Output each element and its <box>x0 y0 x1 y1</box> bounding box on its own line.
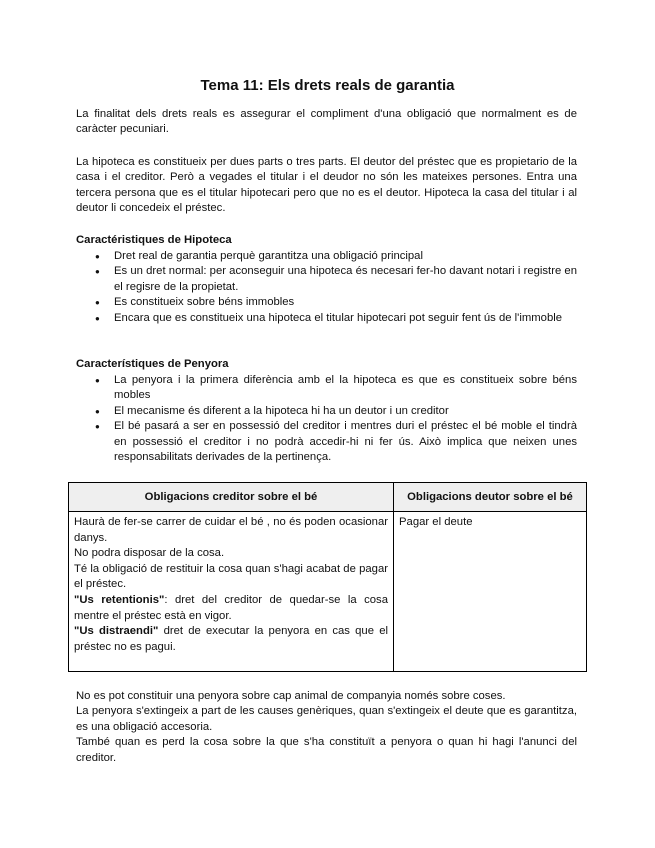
list-item: ● Encara que es constitueix una hipoteca el titular hipotecari pot seguir fent ús de l'immoble <box>76 311 577 326</box>
penyora-heading: Característiques de Penyora <box>76 358 229 370</box>
obligations-table <box>68 482 587 672</box>
penyora-list <box>76 373 577 465</box>
footer-notes <box>76 689 577 766</box>
table-header-row <box>69 483 587 512</box>
hipoteca-heading: Caractéristiques de Hipoteca <box>76 234 232 246</box>
footer-paragraph: No es pot constituir una penyora sobre cap animal de companyia només sobre coses. <box>76 690 506 702</box>
list-item: ● El mecanisme és diferent a la hipoteca hi ha un deutor i un creditor <box>76 404 577 419</box>
list-item: ● La penyora i la primera diferència amb el la hipoteca es que es constitueix sobre béns mobles <box>76 373 577 404</box>
footer-paragraph: La penyora s'extingeix a part de les causes genèriques, quan s'extingeix el deute que es garantitza, es una obligació accesoria. <box>76 705 577 733</box>
page-title: Tema 11: Els drets reals de garantia <box>200 77 455 94</box>
creditor-line: Haurà de fer-se carrer de cuidar el bé , no és poden ocasionar danys. <box>74 516 388 544</box>
term-us-distraendi: "Us distraendi" <box>74 625 159 638</box>
intro-paragraph: La finalitat dels drets reals es assegurar el compliment d'una obligació que normalment es de caràcter pecuniari. <box>76 108 577 136</box>
creditor-term-line <box>74 593 388 624</box>
hipoteca-list <box>76 249 577 326</box>
hipoteca-paragraph: La hipoteca es constitueix per dues parts o tres parts. El deutor del préstec que es propietario de la casa i el creditor. Però a vegades el titular i el deudor no són les mateixes persones. Entra una tercera persona que es el titular hipotecari pero que no es el deutor. Hipoteca la casa del titular i al deutor li concedeix el préstec. <box>76 156 577 215</box>
term-us-retentionis: "Us retentionis" <box>74 593 165 606</box>
creditor-column-header: Obligacions creditor sobre el bé <box>69 483 394 512</box>
creditor-line: No podra disposar de la cosa. <box>74 547 225 560</box>
deutor-obligations-cell: Pagar el deute <box>394 512 587 672</box>
creditor-obligations-cell <box>69 512 394 672</box>
footer-paragraph: També quan es perd la cosa sobre la que s'ha constituït a penyora o quan hi hagi l'anunci del creditor. <box>76 736 577 764</box>
deutor-column-header: Obligacions deutor sobre el bé <box>394 483 587 512</box>
table-row <box>69 512 587 672</box>
list-item: ● Dret real de garantia perquè garantitza una obligació principal <box>76 249 577 264</box>
creditor-line: Té la obligació de restituir la cosa quan s'hagi acabat de pagar el préstec. <box>74 562 388 591</box>
list-item: ● Es constitueix sobre béns immobles <box>76 295 577 310</box>
creditor-term-line <box>74 624 388 655</box>
list-item: ● El bé pasará a ser en possessió del creditor i mentres duri el préstec el bé moble el tindrà en possessió el creditor i no podrà accedir-hi ni fer ús. Això implica que neixen unes responsabilitats derivades de la pertinença. <box>76 419 577 465</box>
list-item: ● Es un dret normal: per aconseguir una hipoteca és necesari fer-ho davant notari i registre en el regisre de la propietat. <box>76 264 577 295</box>
term-description: : dret del creditor de quedar-se la cosa mentre el préstec està en vigor. <box>74 593 388 622</box>
term-description: dret de executar la penyora en cas que el préstec no es pagui. <box>74 625 389 653</box>
